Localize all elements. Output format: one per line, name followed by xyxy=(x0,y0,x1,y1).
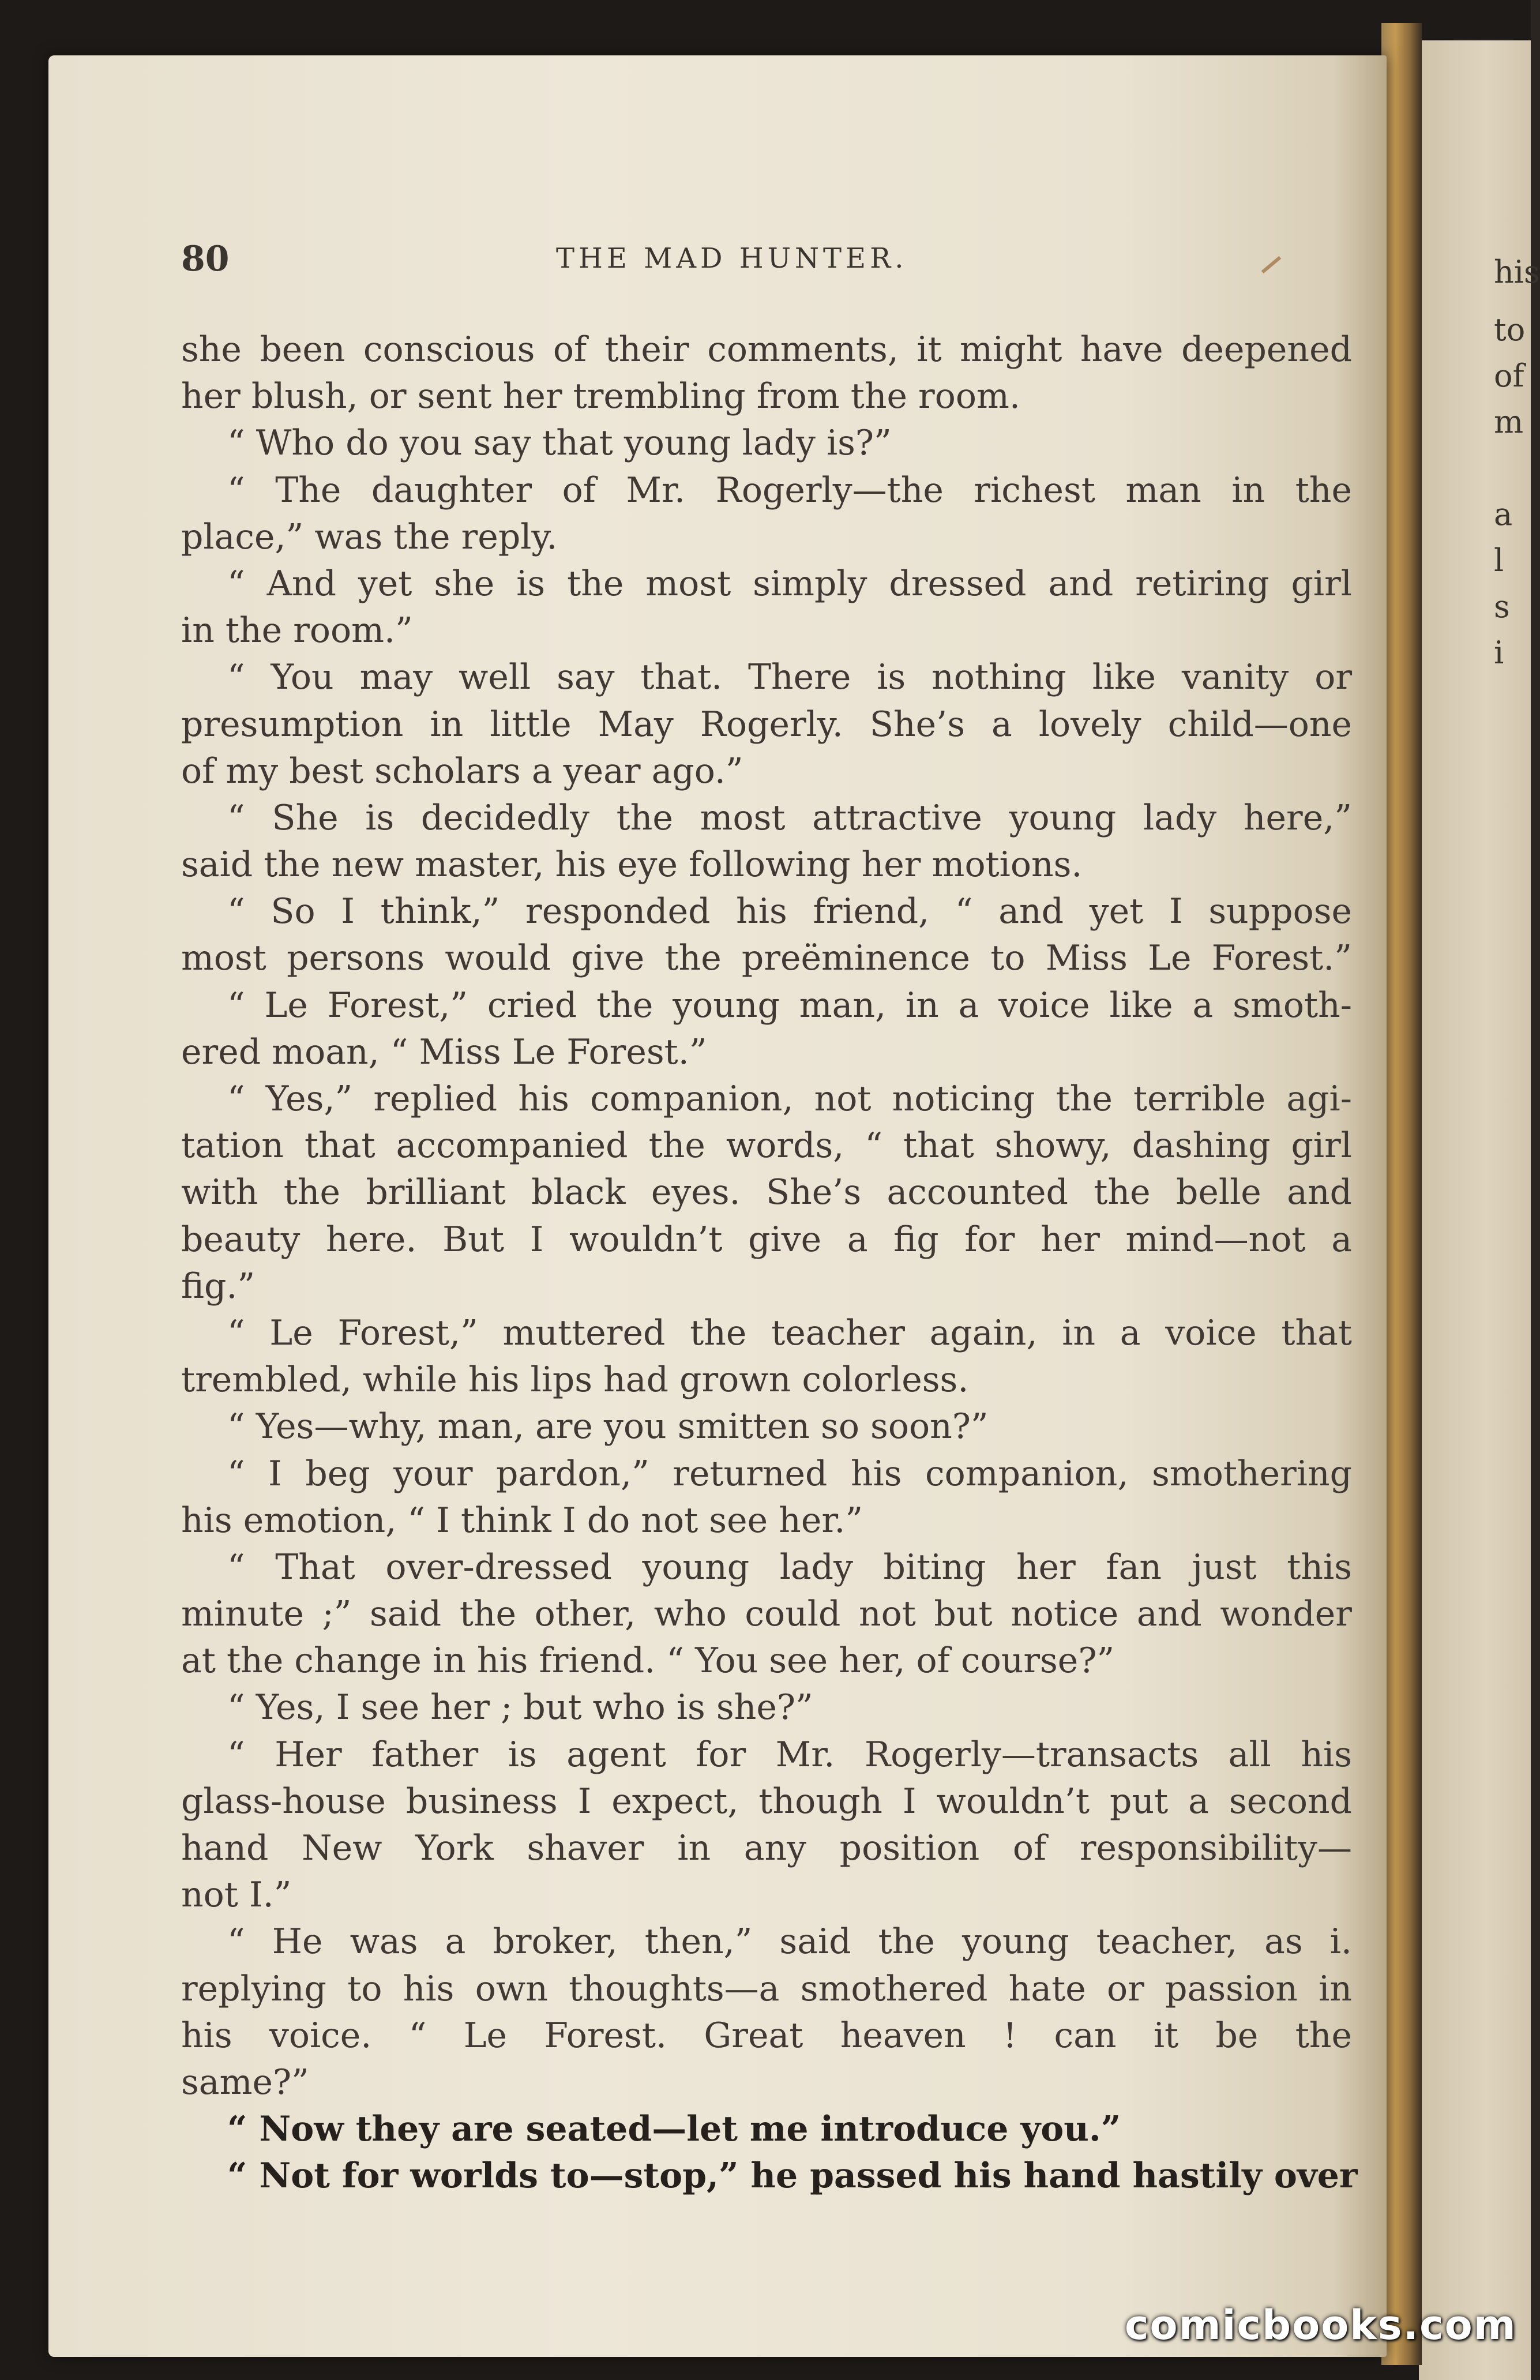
running-head: THE MAD HUNTER. xyxy=(556,242,908,275)
text-line: fig.” xyxy=(181,1266,256,1307)
text-line: “ That over-dressed young lady biting her fan just this xyxy=(227,1546,1352,1587)
page-header xyxy=(48,239,1387,285)
text-line: his voice. “ Le Forest. Great heaven ! can it be the xyxy=(181,2015,1352,2056)
text-line: with the brilliant black eyes. She’s accounted the belle and xyxy=(181,1172,1352,1213)
text-line: “ He was a broker, then,” said the young teacher, as i. xyxy=(227,1921,1352,1962)
book-gutter xyxy=(1381,23,1422,2365)
text-line: hand New York shaver in any position of responsibility— xyxy=(181,1828,1352,1868)
text-line: “ Who do you say that young lady is?” xyxy=(227,423,892,464)
text-line: she been conscious of their comments, it might have deepened xyxy=(181,329,1352,370)
text-line: ered moan, “ Miss Le Forest.” xyxy=(181,1031,707,1072)
text-line: “ And yet she is the most simply dressed and retiring girl xyxy=(227,563,1352,604)
text-line: “ Le Forest,” muttered the teacher again, in a voice that xyxy=(227,1312,1352,1353)
next-page-fragment: to xyxy=(1494,311,1526,348)
page-number: 80 xyxy=(181,239,230,279)
text-line: “ You may well say that. There is nothing like vanity or xyxy=(227,657,1352,698)
text-line: most persons would give the preëminence to Miss Le Forest.” xyxy=(181,938,1352,979)
next-page-fragment: his xyxy=(1494,254,1540,290)
text-line: “ Yes,” replied his companion, not noticing the terrible agi- xyxy=(227,1079,1352,1119)
text-line: said the new master, his eye following her motions. xyxy=(181,844,1083,885)
text-line: “ Not for worlds to—stop,” he passed his hand hastily over xyxy=(227,2156,1358,2197)
text-line: “ Yes—why, man, are you smitten so soon?” xyxy=(227,1406,989,1447)
text-line: of my best scholars a year ago.” xyxy=(181,750,743,791)
next-page-fragment: m xyxy=(1494,404,1524,440)
text-line: “ She is decidedly the most attractive young lady here,” xyxy=(227,797,1352,838)
text-line: “ Her father is agent for Mr. Rogerly—transacts all his xyxy=(227,1734,1352,1775)
text-line: same?” xyxy=(181,2062,309,2103)
text-line: “ The daughter of Mr. Rogerly—the richest man in the xyxy=(227,470,1352,510)
text-line: glass-house business I expect, though I wouldn’t put a second xyxy=(181,1781,1352,1822)
next-page-fragment: of xyxy=(1494,358,1524,394)
text-line: “ I beg your pardon,” returned his companion, smothering xyxy=(227,1453,1352,1494)
text-line: replying to his own thoughts—a smothered hate or passion in xyxy=(181,1968,1352,2009)
next-page-fragment: s xyxy=(1494,588,1510,625)
text-line: place,” was the reply. xyxy=(181,516,558,557)
book-page xyxy=(48,55,1387,2357)
text-line: “ Le Forest,” cried the young man, in a voice like a smoth- xyxy=(227,985,1352,1026)
text-line: her blush, or sent her trembling from the room. xyxy=(181,376,1020,417)
text-line: his emotion, “ I think I do not see her.” xyxy=(181,1500,863,1541)
next-page-fragment: l xyxy=(1494,542,1504,579)
body-text xyxy=(181,326,1358,2200)
next-page-fragment: i xyxy=(1494,635,1504,671)
text-line: trembled, while his lips had grown colorless. xyxy=(181,1360,969,1401)
next-page-fragment: a xyxy=(1494,496,1513,532)
text-line: minute ;” said the other, who could not but notice and wonder xyxy=(181,1594,1352,1635)
watermark: comicbooks.com xyxy=(1125,2302,1517,2349)
text-line: beauty here. But I wouldn’t give a fig for her mind—not a xyxy=(181,1219,1352,1260)
text-line: “ So I think,” responded his friend, “ and yet I suppose xyxy=(227,891,1352,932)
text-line: “ Now they are seated—let me introduce you.” xyxy=(227,2109,1121,2150)
text-line: at the change in his friend. “ You see her, of course?” xyxy=(181,1641,1115,1681)
text-line: “ Yes, I see her ; but who is she?” xyxy=(227,1687,813,1728)
text-line: tation that accompanied the words, “ that showy, dashing girl xyxy=(181,1125,1352,1166)
text-line: in the room.” xyxy=(181,610,413,651)
text-line: not I.” xyxy=(181,1875,292,1916)
text-line: presumption in little May Rogerly. She’s a lovely child—one xyxy=(181,704,1352,745)
